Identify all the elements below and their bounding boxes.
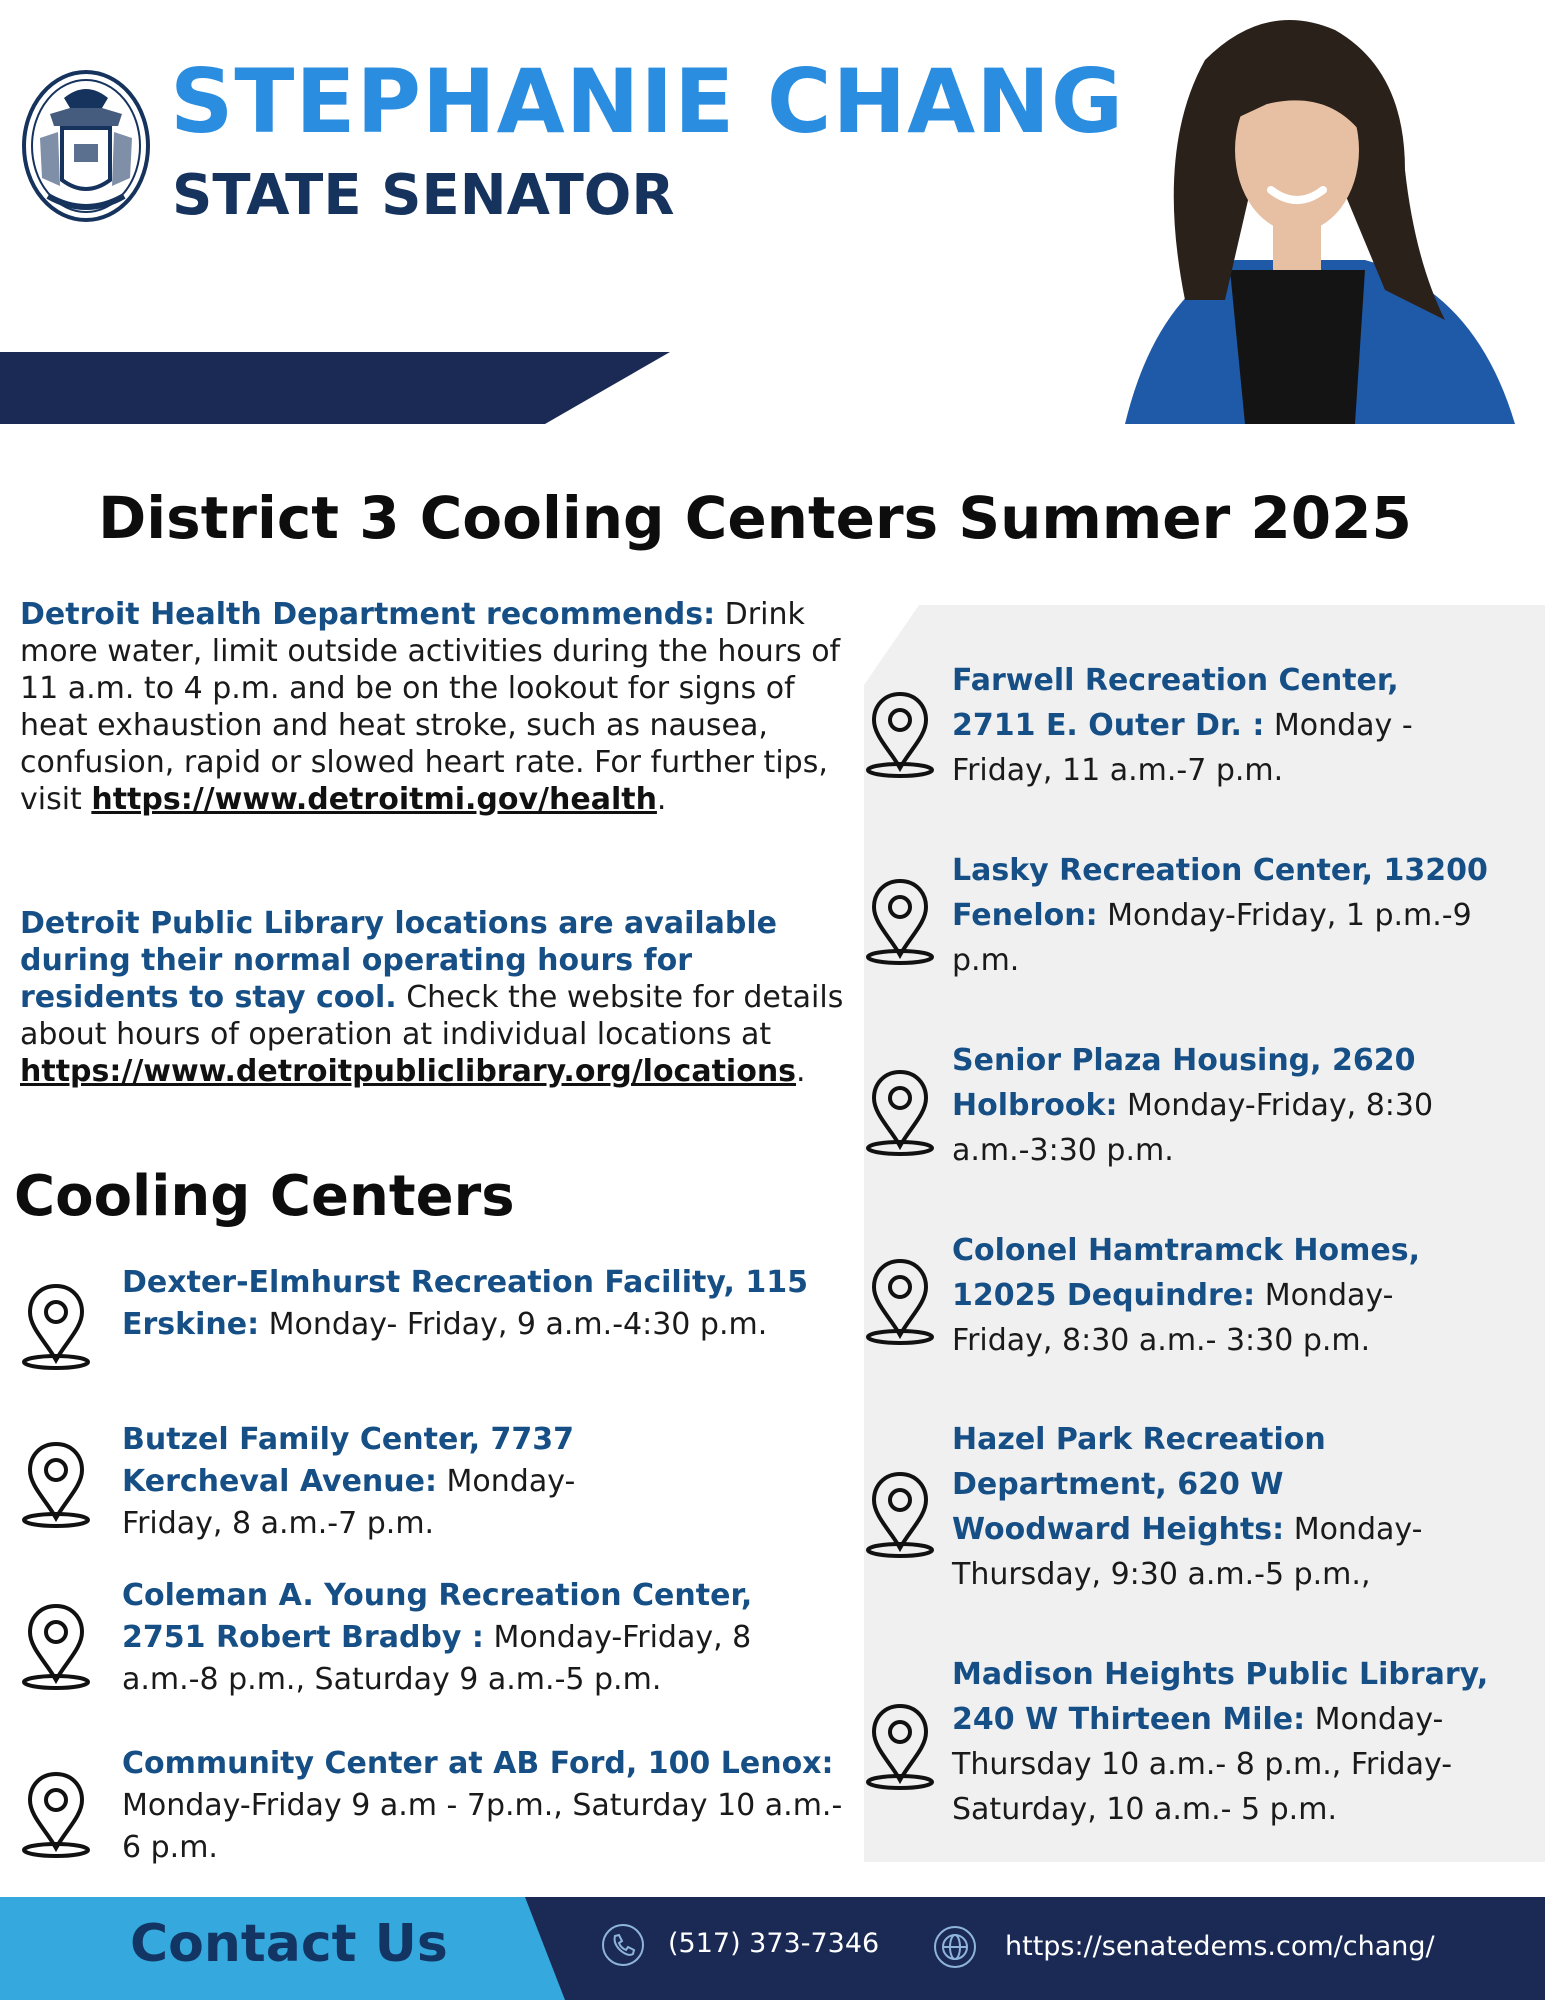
senator-name: STEPHANIE CHANG (170, 50, 1125, 153)
location-pin-icon (864, 1700, 936, 1792)
library-note-body: Check the website for details about hours of operation at individual locations at (20, 980, 844, 1052)
health-note-body: Drink more water, limit outside activities during the hours of 11 a.m. to 4 p.m. and be on the lookout for signs of heat exhaustion and heat stroke, such as nausea, confusion, rapid or slowed heart rate. For further tips, visit (20, 597, 841, 817)
health-department-note: Detroit Health Department recommends: Drink more water, limit outside activities during the hours of 11 a.m. to 4 p.m. and be on the lookout for signs of heat exhaustion and heat stroke, such as nausea, confusion, rapid or slowed heart rate. For further tips, visit https://www.detroitmi.gov/health. (20, 597, 841, 817)
michigan-state-seal-icon (20, 68, 152, 224)
list-item: Coleman A. Young Recreation Center, 2751 Robert Bradby : Monday-Friday, 8 a.m.-8 p.m., Saturday 9 a.m.-5 p.m. (122, 1578, 753, 1697)
list-item: Community Center at AB Ford, 100 Lenox: Monday-Friday 9 a.m - 7p.m., Saturday 10 a.m.- 6 p.m. (122, 1746, 843, 1865)
location-pin-icon (20, 1768, 92, 1860)
library-note-lead: Detroit Public Library locations are available during their normal operating hours for residents to stay cool. (20, 906, 777, 1015)
section-title: Cooling Centers (14, 1164, 515, 1229)
senator-title: STATE SENATOR (172, 163, 675, 228)
list-item: Dexter-Elmhurst Recreation Facility, 115 Erskine: Monday- Friday, 9 a.m.-4:30 p.m. (122, 1265, 809, 1342)
list-item: Hazel Park Recreation Department, 620 W Woodward Heights: Monday-Thursday, 9:30 a.m.-5 p.m., (952, 1422, 1423, 1592)
health-note-lead: Detroit Health Department recommends: (20, 597, 716, 632)
phone-icon (600, 1922, 646, 1968)
phone-number[interactable]: (517) 373-7346 (668, 1928, 880, 1959)
location-pin-icon (864, 1468, 936, 1560)
list-item: Madison Heights Public Library, 240 W Thirteen Mile: Monday-Thursday 10 a.m.- 8 p.m., Friday-Saturday, 10 a.m.- 5 p.m. (952, 1657, 1489, 1827)
location-pin-icon (20, 1438, 92, 1530)
contact-us-heading: Contact Us (130, 1914, 448, 1974)
location-pin-icon (864, 875, 936, 967)
senator-portrait (1005, 0, 1525, 424)
library-note: Detroit Public Library locations are available during their normal operating hours for residents to stay cool. Check the website for details about hours of operation at individual locations at https://www.detroitpubliclibrary.org/locations. (20, 906, 844, 1089)
location-pin-icon (20, 1280, 92, 1372)
globe-icon (932, 1924, 978, 1970)
list-item: Farwell Recreation Center, 2711 E. Outer Dr. : Monday - Friday, 11 a.m.-7 p.m. (952, 663, 1413, 788)
location-pin-icon (20, 1600, 92, 1692)
list-item: Lasky Recreation Center, 13200 Fenelon: Monday-Friday, 1 p.m.-9 p.m. (952, 853, 1488, 978)
location-pin-icon (864, 688, 936, 780)
list-item: Colonel Hamtramck Homes, 12025 Dequindre: Monday-Friday, 8:30 a.m.- 3:30 p.m. (952, 1233, 1420, 1358)
header-accent-bar (0, 352, 670, 424)
list-item: Butzel Family Center, 7737 Kercheval Avenue: Monday-Friday, 8 a.m.-7 p.m. (122, 1422, 576, 1541)
page-title: District 3 Cooling Centers Summer 2025 (98, 484, 1412, 552)
location-pin-icon (864, 1066, 936, 1158)
location-pin-icon (864, 1255, 936, 1347)
health-link[interactable]: https://www.detroitmi.gov/health (91, 782, 657, 817)
list-item: Senior Plaza Housing, 2620 Holbrook: Monday-Friday, 8:30 a.m.-3:30 p.m. (952, 1043, 1434, 1168)
library-link[interactable]: https://www.detroitpubliclibrary.org/locations (20, 1054, 797, 1089)
website-link[interactable]: https://senatedems.com/chang/ (1005, 1931, 1435, 1962)
